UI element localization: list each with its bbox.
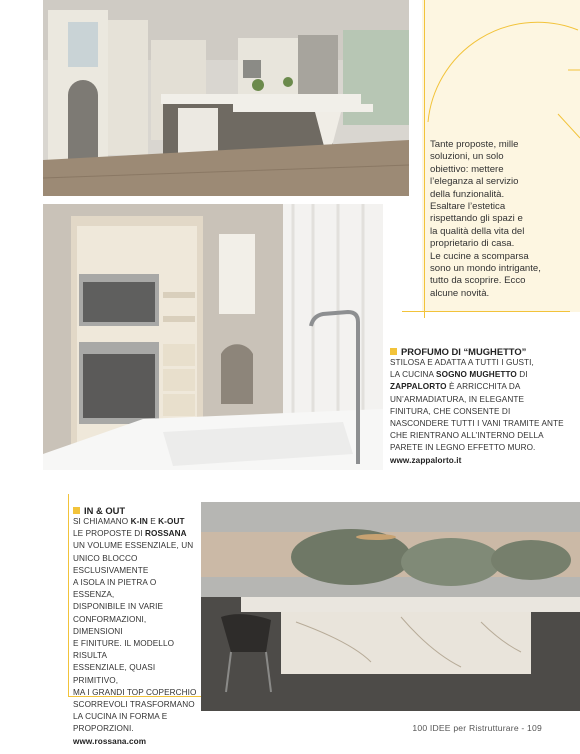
bullet-square-icon bbox=[390, 348, 397, 355]
intro-line: l’eleganza al servizio bbox=[430, 176, 519, 188]
caption-profumo bbox=[390, 346, 570, 467]
caption-line: FINITURA, CHE CONSENTE DI bbox=[390, 406, 511, 416]
caption-line: LE PROPOSTE DI ROSSANA bbox=[73, 529, 187, 539]
photo-kitchen-island bbox=[43, 0, 409, 196]
intro-line: proprietario di casa. bbox=[430, 238, 515, 250]
intro-text bbox=[430, 139, 542, 300]
intro-line: Esaltare l’estetica bbox=[430, 201, 506, 213]
intro-line: soluzioni, un solo bbox=[430, 151, 504, 163]
intro-line: tutto da scoprire. Ecco bbox=[430, 275, 526, 287]
intro-line: Le cucine a scomparsa bbox=[430, 250, 529, 262]
caption-line: UNICO BLOCCO ESCLUSIVAMENTE bbox=[73, 553, 149, 575]
caption-line: ZAPPALORTO È ARRICCHITA DA bbox=[390, 382, 521, 392]
intro-line: sono un mondo intrigante, bbox=[430, 263, 541, 275]
intro-line: obiettivo: mettere bbox=[430, 163, 504, 175]
caption-line: ESSENZIALE, QUASI PRIMITIVO, bbox=[73, 663, 156, 685]
caption-body bbox=[390, 357, 570, 467]
caption-title bbox=[390, 346, 570, 357]
accent-line-caption-vertical bbox=[68, 494, 69, 696]
caption-title bbox=[73, 505, 198, 516]
intro-line: la qualità della vita del bbox=[430, 225, 525, 237]
photo-kitchen-mughetto bbox=[43, 204, 383, 470]
caption-line: A ISOLA IN PIETRA O ESSENZA, bbox=[73, 578, 157, 600]
bullet-square-icon bbox=[73, 507, 80, 514]
caption-line: UN VOLUME ESSENZIALE, UN bbox=[73, 541, 194, 551]
caption-line: LA CUCINA SOGNO MUGHETTO DI bbox=[390, 370, 528, 380]
caption-line: NASCONDERE TUTTI I VANI TRAMITE ANTE bbox=[390, 419, 564, 429]
caption-line: PARETE IN LEGNO EFFETTO MURO. bbox=[390, 443, 536, 453]
caption-line: LA CUCINA IN FORMA E bbox=[73, 712, 168, 722]
caption-line: CHE RIENTRANO ALL’INTERNO DELLA bbox=[390, 431, 544, 441]
zappalorto-link[interactable]: www.zappalorto.it bbox=[390, 455, 462, 465]
caption-line: CONFORMAZIONI, DIMENSIONI bbox=[73, 614, 147, 636]
caption-line: MA I GRANDI TOP COPERCHIO bbox=[73, 687, 197, 697]
page-footer: 100 IDEE per Ristrutturare - 109 bbox=[412, 723, 542, 733]
caption-line: SI CHIAMANO K-IN E K-OUT bbox=[73, 517, 185, 526]
caption-line: DISPONIBILE IN VARIE bbox=[73, 602, 164, 612]
intro-line: Tante proposte, mille bbox=[430, 139, 519, 150]
caption-title-text: IN & OUT bbox=[84, 505, 126, 516]
caption-inout bbox=[73, 505, 198, 748]
caption-line: STILOSA E ADATTA A TUTTI I GUSTI, bbox=[390, 358, 534, 367]
caption-line: UN’ARMADIATURA, IN ELEGANTE bbox=[390, 394, 525, 404]
intro-line: della funzionalità. bbox=[430, 188, 505, 200]
photo-kitchen-rossana bbox=[201, 502, 580, 711]
caption-title-text: PROFUMO DI “MUGHETTO” bbox=[401, 346, 527, 357]
intro-line: alcune novità. bbox=[430, 287, 490, 299]
caption-body bbox=[73, 516, 198, 748]
caption-line: E FINITURE. IL MODELLO RISULTA bbox=[73, 639, 175, 661]
caption-line: PROPORZIONI. bbox=[73, 724, 134, 734]
rossana-link[interactable]: www.rossana.com bbox=[73, 736, 147, 746]
intro-line: rispettando gli spazi e bbox=[430, 213, 523, 225]
caption-line: SCORREVOLI TRASFORMANO bbox=[73, 700, 195, 710]
